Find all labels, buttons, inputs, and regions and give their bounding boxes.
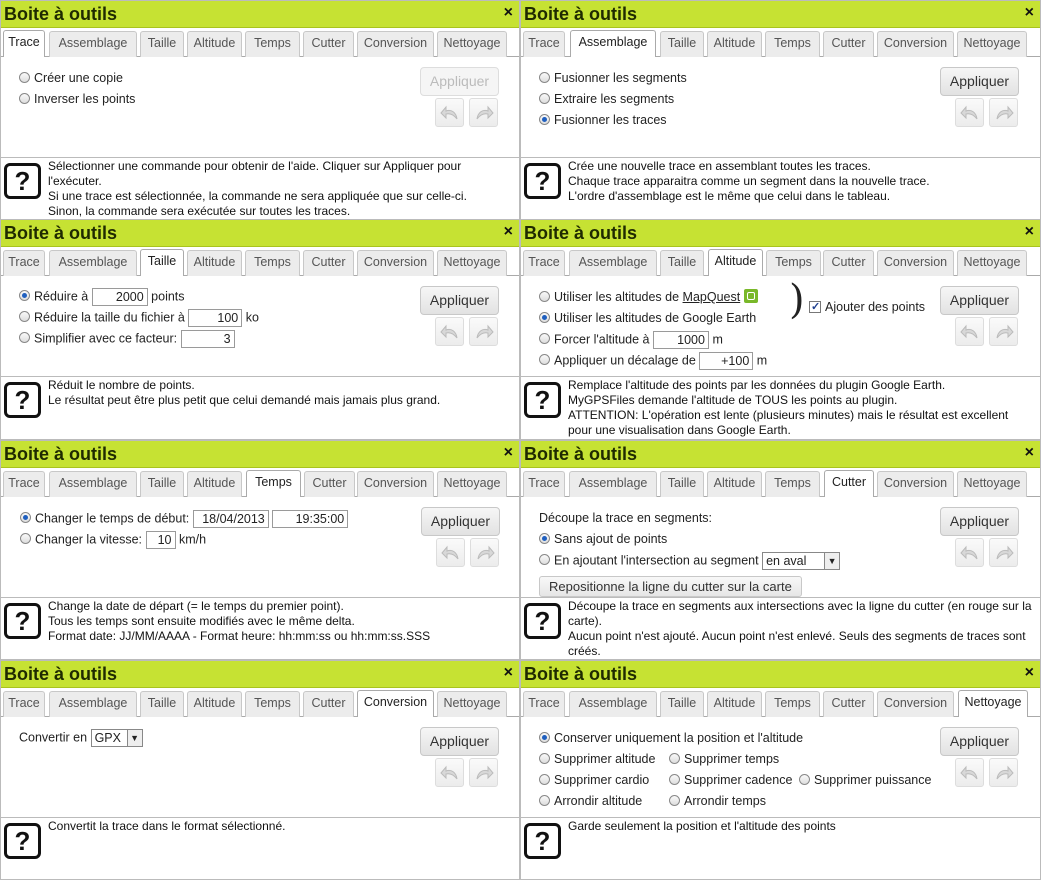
radio-button[interactable]	[19, 332, 30, 343]
unit-label: points	[151, 289, 185, 304]
radio-button[interactable]	[539, 795, 550, 806]
option-label: Sans ajout de points	[554, 532, 668, 546]
tab-nettoyage[interactable]: Nettoyage	[437, 31, 507, 57]
panel-title: Boite à outils	[4, 664, 118, 684]
option-label: Arrondir altitude	[554, 794, 643, 808]
tab-bar	[1, 688, 519, 717]
apply-button[interactable]: Appliquer	[420, 727, 499, 756]
redo-icon	[474, 763, 494, 783]
cutter-intro: Découpe la trace en segments:	[539, 511, 713, 525]
help-line: L'ordre d'assemblage est le même que celui dans le tableau.	[568, 189, 891, 203]
help-text	[568, 819, 1032, 834]
option-reduire-points[interactable]	[19, 288, 185, 306]
option-label: Supprimer cadence	[684, 773, 793, 787]
help-icon: ?	[524, 382, 561, 418]
option-label: Extraire les segments	[554, 92, 675, 106]
help-area	[1, 597, 519, 659]
option-label: Réduire à	[34, 289, 89, 304]
tab-assemblage[interactable]: Assemblage	[570, 30, 656, 57]
radio-button[interactable]	[539, 753, 550, 764]
radio-button[interactable]	[539, 72, 550, 83]
help-text	[568, 378, 1032, 438]
radio-button[interactable]	[669, 753, 680, 764]
tab-temps[interactable]: Temps	[765, 691, 820, 717]
apply-button[interactable]: Appliquer	[420, 286, 499, 315]
option-sans-ajout[interactable]	[539, 531, 667, 547]
help-line: Sinon, la commande sera exécutée sur toutes les traces.	[48, 204, 351, 218]
unit-label: m	[712, 332, 723, 347]
undo-icon	[960, 763, 980, 783]
tab-cutter[interactable]: Cutter	[303, 31, 354, 57]
tab-altitude[interactable]: Altitude	[187, 250, 242, 276]
segment-select[interactable]	[762, 552, 840, 570]
help-line: MyGPSFiles demande l'altitude de TOUS les points au plugin.	[568, 393, 898, 407]
panel-body	[521, 58, 1040, 154]
tab-trace[interactable]: Trace	[523, 691, 565, 717]
redo-icon	[994, 103, 1014, 123]
panel-title: Boite à outils	[524, 444, 638, 464]
tab-assemblage[interactable]: Assemblage	[49, 31, 137, 57]
help-icon: ?	[524, 163, 561, 199]
undo-button[interactable]	[436, 538, 465, 567]
tab-temps[interactable]: Temps	[765, 31, 820, 57]
chevron-down-icon: ▼	[127, 730, 142, 746]
help-line: Réduit le nombre de points.	[48, 378, 195, 392]
help-area	[521, 376, 1040, 438]
close-icon[interactable]: ×	[1024, 4, 1034, 21]
option-label: Utiliser les altitudes de Google Earth	[554, 311, 757, 325]
tab-nettoyage[interactable]: Nettoyage	[957, 471, 1027, 497]
redo-button[interactable]	[469, 98, 498, 127]
panel-header	[1, 220, 519, 247]
undo-button[interactable]	[955, 538, 984, 567]
close-icon[interactable]: ×	[1024, 444, 1034, 461]
panel-body	[1, 58, 519, 154]
tab-temps[interactable]: Temps	[245, 691, 300, 717]
help-line: Aucun point n'est ajouté. Aucun point n'est enlevé. Seuls des segments de traces sont créés.	[568, 629, 1026, 658]
undo-button[interactable]	[435, 758, 464, 787]
option-supprimer-puissance[interactable]	[799, 772, 931, 788]
option-changer-vitesse[interactable]	[20, 531, 206, 549]
toolbox-panel-assemblage	[520, 0, 1041, 220]
option-label: Supprimer puissance	[814, 773, 932, 787]
close-icon[interactable]: ×	[503, 4, 513, 21]
time-input[interactable]: 19:35:00	[272, 510, 348, 528]
option-label: Changer le temps de début:	[35, 511, 190, 526]
option-label: En ajoutant l'intersection au segment	[554, 553, 759, 568]
option-arrondir-altitude[interactable]	[539, 793, 642, 809]
option-label: Réduire la taille du fichier à	[34, 310, 185, 325]
panel-body	[1, 498, 519, 594]
option-fusionner-traces[interactable]	[539, 112, 667, 128]
close-icon[interactable]: ×	[1024, 664, 1034, 681]
option-fusionner-segments[interactable]	[539, 70, 687, 86]
checkbox-label: Ajouter des points	[825, 300, 926, 314]
undo-icon	[960, 543, 980, 563]
mapquest-link[interactable]: MapQuest	[682, 290, 741, 304]
option-arrondir-temps[interactable]	[669, 793, 766, 809]
tab-temps[interactable]: Temps	[766, 250, 821, 276]
redo-icon	[474, 322, 494, 342]
option-label: Conserver uniquement la position et l'altitude	[554, 731, 804, 745]
unit-label: km/h	[178, 532, 207, 547]
redo-icon	[475, 543, 495, 563]
option-extraire-segments[interactable]	[539, 91, 674, 107]
help-line: Crée une nouvelle trace en assemblant toutes les traces.	[568, 159, 871, 173]
help-icon: ?	[524, 823, 561, 859]
date-input[interactable]: 18/04/2013	[193, 510, 269, 528]
tab-assemblage[interactable]: Assemblage	[569, 691, 657, 717]
conversion-row	[19, 729, 143, 747]
option-inverser-points[interactable]	[19, 91, 135, 107]
tab-conversion[interactable]: Conversion	[357, 31, 434, 57]
help-area	[521, 597, 1040, 659]
tab-nettoyage[interactable]: Nettoyage	[437, 691, 507, 717]
tab-trace[interactable]: Trace	[523, 471, 565, 497]
redo-button[interactable]	[989, 538, 1018, 567]
radio-button[interactable]	[539, 354, 550, 365]
radio-button[interactable]	[669, 795, 680, 806]
panel-body	[1, 277, 519, 373]
tab-trace[interactable]: Trace	[3, 250, 45, 276]
undo-button[interactable]	[955, 317, 984, 346]
toolbox-panel-altitude	[520, 219, 1041, 440]
apply-button[interactable]: Appliquer	[421, 507, 500, 536]
help-line: Format date: JJ/MM/AAAA - Format heure: hh:mm:ss ou hh:mm:ss.SSS	[48, 629, 431, 643]
help-text	[48, 599, 511, 644]
tab-nettoyage[interactable]: Nettoyage	[437, 250, 507, 276]
tab-altitude[interactable]: Altitude	[707, 471, 762, 497]
toolbox-panel-nettoyage	[520, 660, 1041, 880]
radio-button[interactable]	[20, 512, 31, 523]
radio-button[interactable]	[539, 554, 550, 565]
convert-label: Convertir en	[19, 730, 88, 745]
apply-button[interactable]: Appliquer	[940, 727, 1019, 756]
tab-bar	[521, 247, 1040, 276]
panel-header	[521, 1, 1040, 28]
redo-icon	[474, 103, 494, 123]
tab-nettoyage[interactable]: Nettoyage	[957, 31, 1027, 57]
tab-altitude[interactable]: Altitude	[707, 31, 762, 57]
factor-input[interactable]: 3	[181, 330, 235, 348]
panel-title: Boite à outils	[4, 4, 118, 24]
help-text	[568, 159, 1032, 204]
toolbox-panel-cutter	[520, 440, 1041, 660]
help-icon: ?	[4, 163, 41, 199]
tab-altitude[interactable]: Altitude	[187, 471, 242, 497]
tab-bar	[521, 468, 1040, 497]
help-icon: ?	[524, 603, 561, 639]
option-label: Supprimer temps	[684, 752, 780, 766]
tab-conversion[interactable]: Conversion	[357, 471, 434, 497]
help-line: Chaque trace apparaitra comme un segment dans la nouvelle trace.	[568, 174, 930, 188]
close-icon[interactable]: ×	[503, 444, 513, 461]
option-forcer-altitude[interactable]	[539, 331, 723, 349]
radio-button[interactable]	[539, 93, 550, 104]
undo-icon	[960, 322, 980, 342]
tab-taille[interactable]: Taille	[140, 249, 184, 276]
option-conserver-position[interactable]	[539, 730, 803, 746]
altitude-input[interactable]: 1000	[653, 331, 709, 349]
format-select[interactable]	[91, 729, 143, 747]
apply-button[interactable]: Appliquer	[420, 67, 499, 96]
tab-trace[interactable]: Trace	[523, 31, 565, 57]
radio-button[interactable]	[799, 774, 810, 785]
help-icon: ?	[4, 603, 41, 639]
option-label: Simplifier avec ce facteur:	[34, 331, 178, 346]
tab-bar	[1, 247, 519, 276]
close-icon[interactable]: ×	[1024, 223, 1034, 240]
tab-altitude[interactable]: Altitude	[707, 691, 762, 717]
tab-temps[interactable]: Temps	[245, 250, 300, 276]
radio-button[interactable]	[19, 72, 30, 83]
panel-title: Boite à outils	[524, 664, 638, 684]
unit-label: m	[756, 353, 768, 368]
radio-button[interactable]	[19, 93, 30, 104]
tab-temps[interactable]: Temps	[246, 470, 301, 497]
redo-button[interactable]	[989, 98, 1018, 127]
redo-icon	[994, 763, 1014, 783]
panel-title: Boite à outils	[524, 223, 638, 243]
tab-altitude[interactable]: Altitude	[708, 249, 763, 276]
points-input[interactable]: 2000	[92, 288, 148, 306]
option-label: Forcer l'altitude à	[554, 332, 650, 347]
tab-cutter[interactable]: Cutter	[823, 691, 874, 717]
help-area	[521, 817, 1040, 879]
tab-conversion[interactable]: Conversion	[877, 250, 954, 276]
tab-assemblage[interactable]: Assemblage	[49, 691, 137, 717]
tab-bar	[521, 28, 1040, 57]
help-line: Change la date de départ (= le temps du premier point).	[48, 599, 344, 613]
tab-nettoyage[interactable]: Nettoyage	[957, 250, 1027, 276]
mapquest-icon	[744, 289, 758, 303]
tab-bar	[1, 468, 519, 497]
tab-conversion[interactable]: Conversion	[877, 691, 954, 717]
tab-taille[interactable]: Taille	[660, 691, 704, 717]
panel-header	[521, 220, 1040, 247]
tab-conversion[interactable]: Conversion	[877, 31, 954, 57]
option-label: Changer la vitesse:	[35, 532, 143, 547]
offset-input[interactable]: +100	[699, 352, 753, 370]
tab-taille[interactable]: Taille	[660, 250, 704, 276]
redo-icon	[994, 543, 1014, 563]
tab-nettoyage[interactable]: Nettoyage	[437, 471, 507, 497]
apply-button[interactable]: Appliquer	[940, 286, 1019, 315]
help-line: Garde seulement la position et l'altitude des points	[568, 819, 836, 833]
tab-bar	[1, 28, 519, 57]
tab-temps[interactable]: Temps	[765, 471, 820, 497]
undo-button[interactable]	[955, 98, 984, 127]
option-supprimer-altitude[interactable]	[539, 751, 655, 767]
radio-button[interactable]	[539, 333, 550, 344]
undo-button[interactable]	[435, 98, 464, 127]
tab-trace[interactable]: Trace	[3, 471, 45, 497]
toolbox-panel-taille	[0, 219, 520, 440]
tab-assemblage[interactable]: Assemblage	[569, 250, 657, 276]
chevron-down-icon: ▼	[824, 553, 839, 569]
panel-header	[1, 441, 519, 468]
help-line: Sélectionner une commande pour obtenir de l'aide. Cliquer sur Appliquer pour l'exécuter.	[48, 159, 462, 188]
option-label: Arrondir temps	[684, 794, 766, 808]
help-area	[1, 376, 519, 438]
radio-button[interactable]	[539, 114, 550, 125]
undo-icon	[440, 103, 460, 123]
help-text	[48, 159, 511, 219]
help-line: ATTENTION: L'opération est lente (plusieurs minutes) mais le résultat est excellent pour une visualisation dans Google Earth.	[568, 408, 1009, 437]
help-line: Le résultat peut être plus petit que celui demandé mais jamais plus grand.	[48, 393, 441, 407]
redo-icon	[994, 322, 1014, 342]
redo-button[interactable]	[469, 758, 498, 787]
radio-button[interactable]	[19, 290, 30, 301]
option-changer-temps-debut[interactable]	[20, 510, 348, 528]
panel-body	[1, 718, 519, 814]
option-label: Utiliser les altitudes de	[554, 290, 680, 304]
tab-assemblage[interactable]: Assemblage	[49, 471, 137, 497]
tab-cutter[interactable]: Cutter	[303, 691, 354, 717]
bracket-glyph: )	[789, 277, 805, 323]
checkbox[interactable]	[809, 301, 821, 313]
size-input[interactable]: 100	[188, 309, 242, 327]
undo-icon	[441, 543, 461, 563]
option-simplifier[interactable]	[19, 330, 235, 348]
tab-cutter[interactable]: Cutter	[303, 250, 354, 276]
option-altitude-mapquest[interactable]	[539, 289, 758, 305]
radio-button[interactable]	[539, 291, 550, 302]
option-label: Supprimer cardio	[554, 773, 650, 787]
tab-taille[interactable]: Taille	[140, 31, 184, 57]
tab-taille[interactable]: Taille	[140, 471, 184, 497]
option-label: Créer une copie	[34, 71, 123, 85]
tab-nettoyage[interactable]: Nettoyage	[958, 690, 1028, 717]
option-supprimer-temps[interactable]	[669, 751, 779, 767]
tab-altitude[interactable]: Altitude	[187, 691, 242, 717]
option-creer-copie[interactable]	[19, 70, 123, 86]
close-icon[interactable]: ×	[503, 664, 513, 681]
help-icon: ?	[4, 382, 41, 418]
option-reduire-taille[interactable]	[19, 309, 259, 327]
radio-button[interactable]	[669, 774, 680, 785]
panel-header	[1, 661, 519, 688]
panel-title: Boite à outils	[4, 444, 118, 464]
undo-icon	[440, 763, 460, 783]
option-label: Inverser les points	[34, 92, 136, 106]
option-decalage[interactable]	[539, 352, 767, 370]
tab-taille[interactable]: Taille	[140, 691, 184, 717]
tab-conversion[interactable]: Conversion	[357, 690, 434, 717]
select-value: en aval	[766, 554, 807, 568]
panel-header	[521, 661, 1040, 688]
option-label: Appliquer un décalage de	[554, 353, 696, 368]
apply-button[interactable]: Appliquer	[940, 67, 1019, 96]
help-area	[1, 157, 519, 219]
toolbox-panel-temps	[0, 440, 520, 660]
panel-body	[521, 718, 1040, 814]
tab-conversion[interactable]: Conversion	[357, 250, 434, 276]
panel-body	[521, 277, 1040, 373]
toolbox-panel-trace	[0, 0, 520, 220]
panel-body	[521, 498, 1040, 594]
tab-bar	[521, 688, 1040, 717]
tab-cutter[interactable]: Cutter	[304, 471, 355, 497]
option-supprimer-cadence[interactable]	[669, 772, 792, 788]
redo-button[interactable]	[989, 758, 1018, 787]
help-line: Convertit la trace dans le format sélectionné.	[48, 819, 286, 833]
tab-cutter[interactable]: Cutter	[823, 31, 874, 57]
redo-button[interactable]	[989, 317, 1018, 346]
radio-button[interactable]	[19, 311, 30, 322]
option-label: Fusionner les traces	[554, 113, 667, 127]
tab-cutter[interactable]: Cutter	[824, 470, 874, 497]
help-text	[568, 599, 1032, 659]
option-supprimer-cardio[interactable]	[539, 772, 649, 788]
help-area	[1, 817, 519, 879]
undo-icon	[440, 322, 460, 342]
ajouter-points-checkbox[interactable]	[809, 299, 925, 315]
help-area	[521, 157, 1040, 219]
option-avec-intersection[interactable]	[539, 552, 840, 570]
panel-title: Boite à outils	[524, 4, 638, 24]
undo-icon	[960, 103, 980, 123]
redo-button[interactable]	[469, 317, 498, 346]
speed-input[interactable]: 10	[146, 531, 176, 549]
tab-trace[interactable]: Trace	[523, 250, 565, 276]
tab-conversion[interactable]: Conversion	[877, 471, 954, 497]
panel-header	[1, 1, 519, 28]
help-text	[48, 378, 511, 408]
close-icon[interactable]: ×	[503, 223, 513, 240]
help-icon: ?	[4, 823, 41, 859]
reposition-cutter-button[interactable]: Repositionne la ligne du cutter sur la carte	[539, 576, 802, 597]
radio-button[interactable]	[539, 774, 550, 785]
tab-trace[interactable]: Trace	[3, 691, 45, 717]
undo-button[interactable]	[955, 758, 984, 787]
tab-taille[interactable]: Taille	[660, 31, 704, 57]
panel-title: Boite à outils	[4, 223, 118, 243]
toolbox-panel-conversion	[0, 660, 520, 880]
select-value: GPX	[94, 731, 121, 745]
redo-button[interactable]	[470, 538, 499, 567]
help-line: Découpe la trace en segments aux intersections avec la ligne du cutter (en rouge sur la carte).	[568, 599, 1032, 628]
tab-altitude[interactable]: Altitude	[187, 31, 242, 57]
tab-cutter[interactable]: Cutter	[823, 250, 874, 276]
tab-trace[interactable]: Trace	[3, 30, 45, 57]
help-line: Tous les temps sont ensuite modifiés avec le même delta.	[48, 614, 355, 628]
tab-assemblage[interactable]: Assemblage	[569, 471, 657, 497]
help-line: Si une trace est sélectionnée, la commande ne sera appliquée que sur celle-ci.	[48, 189, 467, 203]
unit-label: ko	[245, 310, 259, 325]
undo-button[interactable]	[435, 317, 464, 346]
option-label: Supprimer altitude	[554, 752, 656, 766]
radio-button[interactable]	[539, 312, 550, 323]
radio-button[interactable]	[539, 533, 550, 544]
help-line: Remplace l'altitude des points par les données du plugin Google Earth.	[568, 378, 946, 392]
tab-temps[interactable]: Temps	[245, 31, 300, 57]
help-text	[48, 819, 511, 834]
option-altitude-google-earth[interactable]	[539, 310, 756, 326]
radio-button[interactable]	[539, 732, 550, 743]
radio-button[interactable]	[20, 533, 31, 544]
option-label: Fusionner les segments	[554, 71, 687, 85]
panel-header	[521, 441, 1040, 468]
tab-taille[interactable]: Taille	[660, 471, 704, 497]
tab-assemblage[interactable]: Assemblage	[49, 250, 137, 276]
apply-button[interactable]: Appliquer	[940, 507, 1019, 536]
